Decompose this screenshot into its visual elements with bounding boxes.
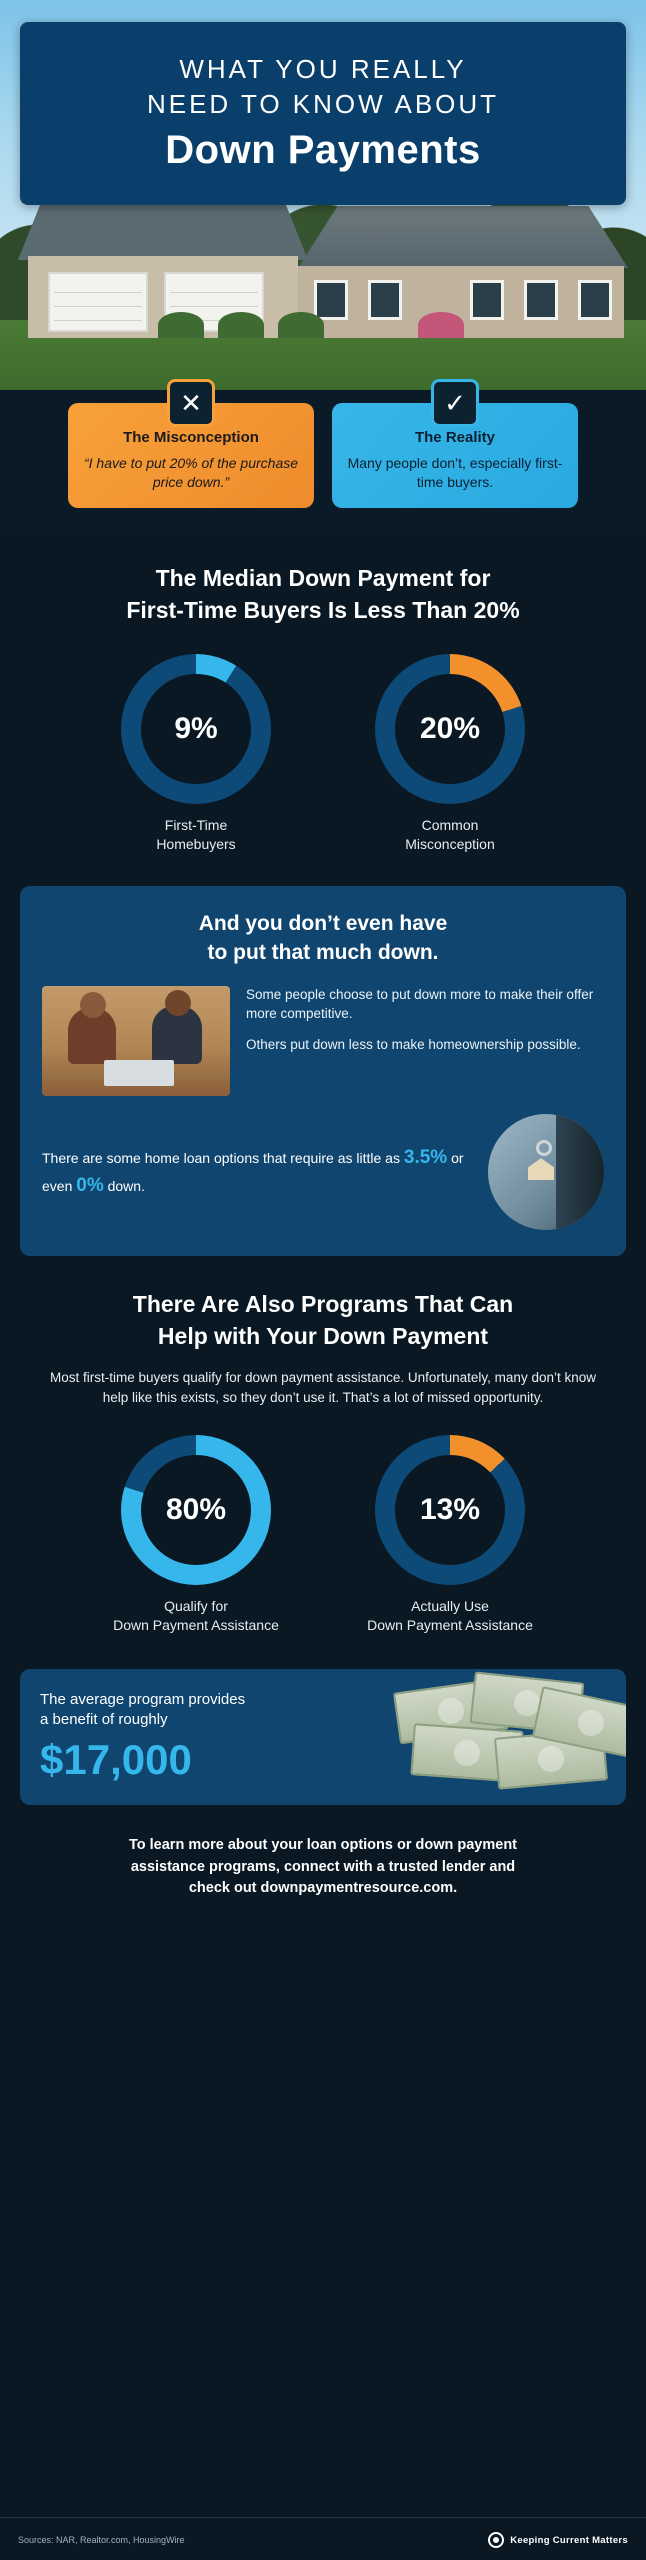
median-heading-line-1: The Median Down Payment for <box>155 565 491 591</box>
window-5 <box>578 280 612 320</box>
panel-middle-row <box>42 986 604 1096</box>
assistance-donut-chart <box>22 1435 624 1635</box>
donut-caption <box>350 816 550 854</box>
donut-caption-line-1: First-Time <box>164 816 228 833</box>
donut-value: 13% <box>419 1493 481 1527</box>
stack-of-cash-photo <box>376 1669 626 1805</box>
donut-caption-line-1: Actually Use <box>411 1598 489 1615</box>
panel-paragraph-1: Some people choose to put down more to make their offer more competitive. <box>246 987 594 1022</box>
programs-heading-line-2: Help with Your Down Payment <box>157 1323 489 1350</box>
cta-line-3: check out downpaymentresource.com. <box>188 1880 458 1897</box>
person-left <box>68 1008 116 1064</box>
call-to-action <box>34 1835 612 1900</box>
donut-ring <box>121 1435 271 1585</box>
page-title: Down Payments <box>165 128 481 173</box>
shrub-1 <box>158 312 204 338</box>
donut-caption-line-1: Qualify for <box>164 1598 228 1615</box>
loan-value-3-5: 3.5% <box>403 1146 448 1168</box>
panel-heading-line-2: to put that much down. <box>207 940 439 964</box>
laptop <box>104 1060 174 1086</box>
loan-text-prefix: There are some home loan options that require as little as <box>42 1149 400 1166</box>
reality-title: The Reality <box>414 429 496 447</box>
panel-heading-line-1: And you don’t even have <box>198 911 448 935</box>
donut-first-time-buyers <box>96 654 296 854</box>
average-benefit-text <box>20 1690 265 1785</box>
misconception-text: “I have to put 20% of the purchase price down.” <box>83 455 299 491</box>
donut-ring <box>375 1435 525 1585</box>
donut-value: 20% <box>419 711 481 745</box>
donut-actually-use-assistance <box>350 1435 550 1635</box>
donut-caption-line-2: Misconception <box>405 835 495 852</box>
down-payment-options-panel <box>20 886 626 1257</box>
assistance-programs-section <box>0 1256 646 1635</box>
programs-heading-line-1: There Are Also Programs That Can <box>132 1291 514 1318</box>
donut-common-misconception <box>350 654 550 854</box>
median-heading-line-2: First-Time Buyers Is Less Than 20% <box>126 596 520 623</box>
misconception-title: The Misconception <box>123 429 259 447</box>
roof-right <box>298 206 628 268</box>
house-photo <box>18 188 628 338</box>
panel-bottom-row <box>42 1114 604 1230</box>
panel-paragraph-2: Others put down less to make homeownership possible. <box>246 1036 581 1052</box>
donut-ring <box>121 654 271 804</box>
donut-caption-line-2: Down Payment Assistance <box>113 1616 279 1633</box>
average-label-line-1: The average program provides <box>40 1690 246 1708</box>
house-keys-in-door-photo <box>488 1114 604 1230</box>
house-keychain <box>528 1158 554 1180</box>
donut-caption-line-2: Down Payment Assistance <box>367 1616 533 1633</box>
brand-name: Keeping Current Matters <box>510 2534 628 2546</box>
loan-text-suffix: down. <box>107 1178 145 1195</box>
shrub-2 <box>218 312 264 338</box>
donut-caption <box>96 816 296 854</box>
misconception-card <box>68 388 314 508</box>
donut-caption <box>350 1597 550 1635</box>
hero-kicker-line-1: WHAT YOU REALLY <box>179 54 467 84</box>
donut-caption-line-2: Homebuyers <box>156 835 236 852</box>
hero-title-card <box>20 22 626 205</box>
shrub-3 <box>278 312 324 338</box>
loan-text-middle: or even <box>42 1149 464 1195</box>
window-3 <box>470 280 504 320</box>
window-4 <box>524 280 558 320</box>
cta-line-2: assistance programs, connect with a trusted lender and <box>130 1858 516 1875</box>
panel-paragraphs <box>246 986 604 1096</box>
misconception-reality-row <box>0 388 646 508</box>
window-1 <box>314 280 348 320</box>
average-label-line-2: a benefit of roughly <box>40 1710 168 1728</box>
donut-qualify-for-assistance <box>96 1435 296 1635</box>
average-benefit-amount: $17,000 <box>40 1736 192 1784</box>
programs-body-copy: Most first-time buyers qualify for down payment assistance. Unfortunately, many don’t know help like this exists, so they don’t use it. That’s a lot of missed opportunity. <box>50 1369 596 1405</box>
loan-options-text <box>42 1144 472 1201</box>
hero-section <box>0 0 646 530</box>
couple-with-laptop-photo <box>42 986 230 1096</box>
median-donut-chart <box>22 654 624 854</box>
donut-caption-line-1: Common <box>421 816 479 833</box>
check-icon: ✓ <box>431 379 479 427</box>
roof-left <box>18 200 308 260</box>
door <box>556 1114 604 1230</box>
median-section <box>0 530 646 854</box>
person-right <box>152 1006 202 1064</box>
flower-bush <box>418 312 464 338</box>
footer <box>0 2517 646 2560</box>
reality-text: Many people don’t, especially first-time buyers. <box>347 455 563 491</box>
donut-value: 80% <box>165 1493 227 1527</box>
donut-caption <box>96 1597 296 1635</box>
sources-text: Sources: NAR, Realtor.com, HousingWire <box>18 2535 185 2545</box>
loan-value-0: 0% <box>76 1175 104 1197</box>
brand-lockup <box>488 2532 628 2548</box>
donut-value: 9% <box>174 711 218 745</box>
hero-kicker-line-2: NEED TO KNOW ABOUT <box>146 89 500 120</box>
cta-line-1: To learn more about your loan options or down payment <box>128 1836 518 1853</box>
kcm-logo-icon <box>488 2532 504 2548</box>
reality-card <box>332 388 578 508</box>
donut-ring <box>375 654 525 804</box>
close-icon: ✕ <box>167 379 215 427</box>
garage-door-left <box>48 272 148 332</box>
window-2 <box>368 280 402 320</box>
average-benefit-panel <box>20 1669 626 1805</box>
key-ring <box>536 1140 552 1156</box>
